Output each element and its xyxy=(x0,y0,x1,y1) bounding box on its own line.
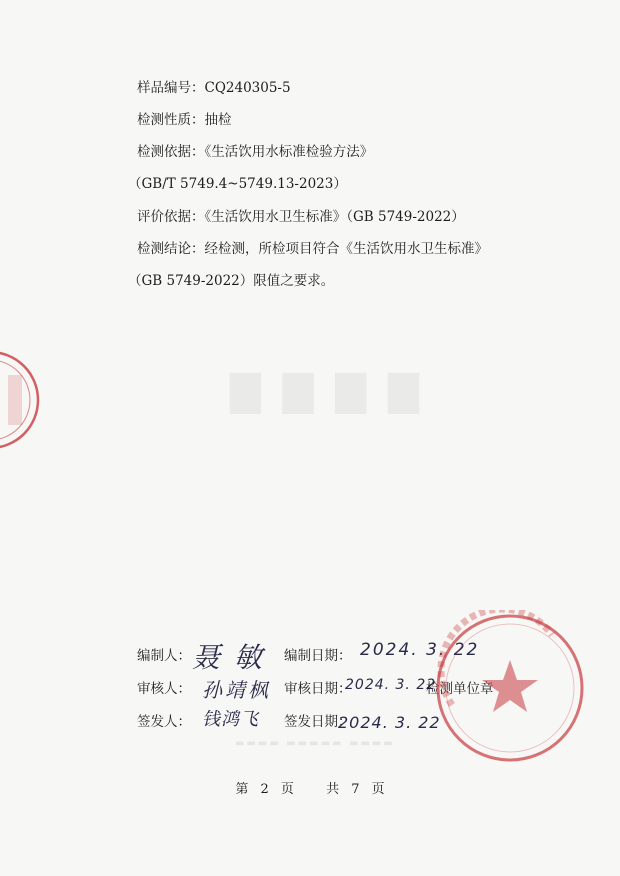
test-basis-label: 检测依据： xyxy=(137,144,205,160)
total-suffix: 页 xyxy=(371,782,385,797)
page-footer xyxy=(0,778,620,797)
conclusion-continued: （GB 5749-2022）限值之要求。 xyxy=(128,273,335,289)
bleed-through-mark: ▇ ▇ ▇ ▇ xyxy=(230,368,423,414)
reviewer-label: 审核人： xyxy=(137,681,191,697)
issuer-signature: 钱鸿飞 xyxy=(202,709,259,730)
test-nature-row xyxy=(137,111,232,129)
conclusion-value: 经检测，所检项目符合《生活饮用水卫生标准》 xyxy=(204,241,488,257)
page-suffix: 页 xyxy=(280,782,294,797)
testing-unit-seal xyxy=(432,610,588,766)
compile-date-label: 编制日期： xyxy=(284,648,352,664)
unit-seal-label: 检测单位章 xyxy=(426,681,494,697)
issue-date-value: 2024. 3. 22 xyxy=(338,713,441,732)
review-date-value: 2024. 3. 22 xyxy=(345,677,437,693)
compiler-signature: 聂敏 xyxy=(192,641,277,674)
total-pages: 7 xyxy=(351,782,360,797)
compiler-label: 编制人： xyxy=(137,648,191,664)
sample-number-label: 样品编号： xyxy=(137,80,205,96)
test-basis-standard: （GB/T 5749.4~5749.13-2023） xyxy=(128,176,347,192)
issue-date-label: 签发日期： xyxy=(284,714,352,730)
evaluation-basis-label: 评价依据： xyxy=(137,209,205,225)
evaluation-basis-row xyxy=(137,208,465,226)
reviewer-signature: 孙靖枫 xyxy=(202,678,271,702)
test-nature-label: 检测性质： xyxy=(137,112,205,128)
bleed-through-lines: ▬▬▬▬ ▬▬▬▬▬ ▬▬▬▬ xyxy=(235,738,395,749)
issuer-label: 签发人： xyxy=(137,714,191,730)
evaluation-basis-value: 《生活饮用水卫生标准》（GB 5749-2022） xyxy=(204,209,465,225)
total-prefix: 共 xyxy=(326,782,340,797)
compiler-row xyxy=(137,647,191,665)
page-prefix: 第 xyxy=(235,782,249,797)
page-number: 2 xyxy=(260,782,269,797)
compile-date-value: 2024. 3. 22 xyxy=(360,640,480,660)
conclusion-label: 检测结论： xyxy=(137,241,205,257)
sample-number-value: CQ240305-5 xyxy=(204,80,291,96)
left-edge-seal xyxy=(0,345,40,455)
test-basis-row xyxy=(137,143,373,161)
sample-number-row xyxy=(137,79,291,97)
review-date-label: 审核日期： xyxy=(284,681,352,697)
conclusion-row xyxy=(137,240,488,258)
test-basis-value: 《生活饮用水标准检验方法》 xyxy=(204,144,374,160)
test-nature-value: 抽检 xyxy=(204,112,232,128)
